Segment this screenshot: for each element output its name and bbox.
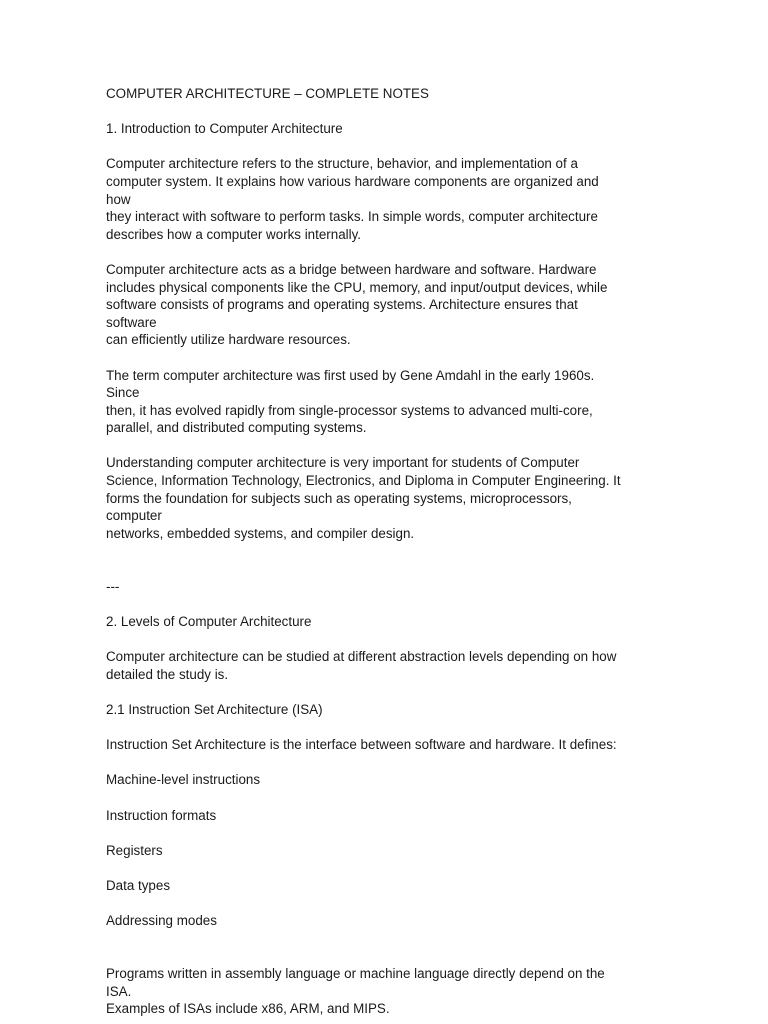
isa-item: Data types [106, 877, 171, 893]
section-2-1-heading: 2.1 Instruction Set Architecture (ISA) [106, 701, 323, 717]
section-2-intro: Computer architecture can be studied at different abstraction levels depending on how detailed the study is. [106, 649, 617, 682]
isa-closing-paragraph: Programs written in assembly language or machine language directly depend on the ISA. Examples of ISAs include x86, ARM, and MIPS. [106, 966, 605, 1017]
isa-item: Machine-level instructions [106, 772, 261, 788]
isa-intro: Instruction Set Architecture is the interface between software and hardware. It defines: [106, 737, 617, 753]
section-1-paragraph-3: The term computer architecture was first used by Gene Amdahl in the early 1960s. Since then, it has evolved rapidly from single-processor systems to advanced multi-core, parallel, and distributed computing systems. [106, 367, 595, 436]
isa-item: Addressing modes [106, 913, 217, 929]
section-1-paragraph-1: Computer architecture refers to the structure, behavior, and implementation of a computer system. It explains how various hardware components are organized and how they interact with software to perform tasks. In simple words, computer architecture describes how a computer works internally. [106, 156, 599, 242]
page-title: COMPUTER ARCHITECTURE – COMPLETE NOTES [106, 86, 429, 101]
section-1-paragraph-4: Understanding computer architecture is very important for students of Computer Science, Information Technology, Electronics, and Diploma in Computer Engineering. It forms the foundation for subjects such as operating systems, microprocessors, computer networks, embedded systems, and compiler design. [106, 455, 621, 541]
section-1-heading: 1. Introduction to Computer Architecture [106, 121, 343, 137]
document-page [106, 85, 626, 1018]
isa-item: Registers [106, 842, 163, 858]
section-1-paragraph-2: Computer architecture acts as a bridge between hardware and software. Hardware includes physical components like the CPU, memory, and input/output devices, while software consists of programs and operating systems. Architecture ensures that software can efficiently utilize hardware resources. [106, 261, 608, 348]
isa-item: Instruction formats [106, 807, 217, 823]
section-separator: --- [106, 578, 120, 594]
section-2-heading: 2. Levels of Computer Architecture [106, 614, 312, 630]
